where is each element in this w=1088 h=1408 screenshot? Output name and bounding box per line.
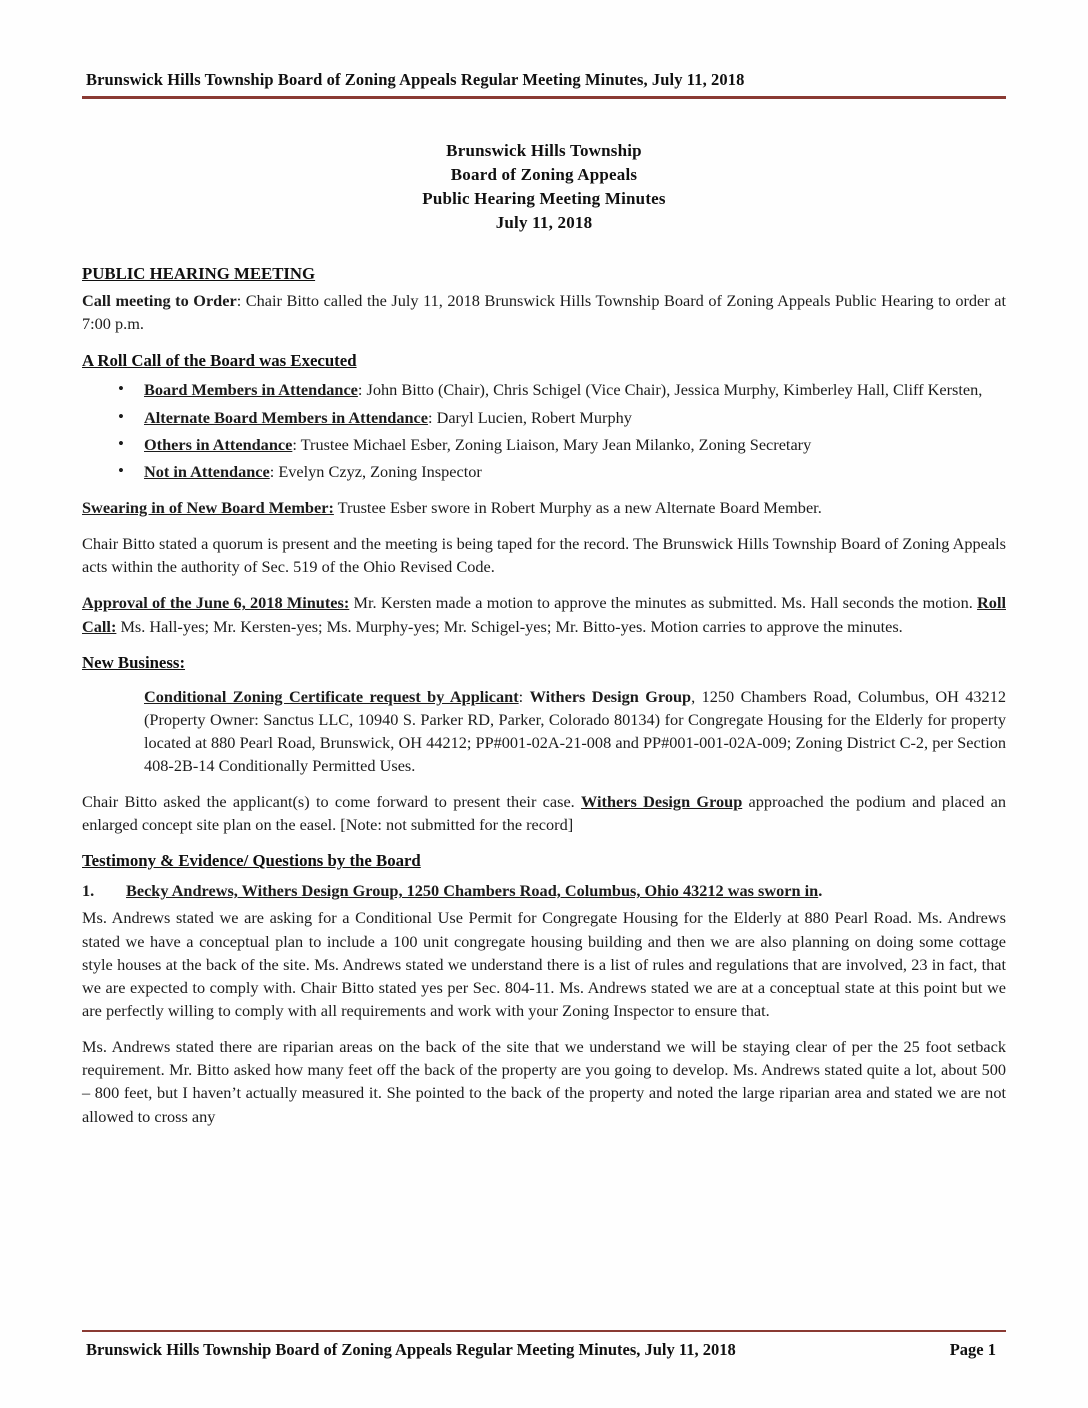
bullet-text-alternate-members: : Daryl Lucien, Robert Murphy	[427, 407, 632, 427]
bullet-text-others: : Trustee Michael Esber, Zoning Liaison, Mary Jean Milanko, Zoning Secretary	[292, 434, 812, 454]
title-line-1: Brunswick Hills Township	[446, 141, 642, 160]
bullet-label-not-in-attendance: Not in Attendance	[144, 461, 270, 481]
paragraph-swearing-in	[82, 496, 1006, 519]
approval-text-2: Ms. Hall-yes; Mr. Kersten-yes; Ms. Murphy-yes; Mr. Schigel-yes; Mr. Bitto-yes. Motion carries to approve the minutes.	[116, 616, 903, 636]
approval-label: Approval of the June 6, 2018 Minutes:	[82, 593, 350, 613]
roll-call-heading-text: A Roll Call of the Board was Executed	[82, 350, 357, 370]
title-line-3: Public Hearing Meeting Minutes	[422, 189, 666, 209]
footer-rule	[82, 1330, 1006, 1332]
bullet-text-board-members: : John Bitto (Chair), Chris Schigel (Vice Chair), Jessica Murphy, Kimberley Hall, Cliff Kersten,	[357, 380, 983, 400]
running-header-text: Brunswick Hills Township Board of Zoning Appeals Regular Meeting Minutes, July 11, 2018	[86, 70, 745, 89]
paragraph-quorum: Chair Bitto stated a quorum is present and the meeting is being taped for the record. The Brunswick Hills Township Board of Zoning Appeals acts within the authority of Sec. 519 of the Ohio Revised Code.	[82, 534, 1006, 577]
attendance-list	[82, 378, 1006, 483]
approach-text-1: Chair Bitto asked the applicant(s) to come forward to present their case.	[82, 792, 582, 812]
section-heading-public-hearing: PUBLIC HEARING MEETING	[82, 263, 316, 283]
bullet-label-alternate-members: Alternate Board Members in Attendance	[144, 407, 428, 427]
paragraph-conditional-request	[144, 685, 1006, 778]
conditional-request-text: , 1250 Chambers Road, Columbus, OH 43212 (Property Owner: Sanctus LLC, 10940 S. Parker RD, Parker, Colorado 80134) for Congregate Housing for the Elderly for property located at 880 Pearl Road, Brunswick, OH 44212; PP#001-02A-21-008 and PP#001-001-02A-009; Zoning District C-2, per Section 408-2B-14 Conditionally Permitted Uses.	[144, 686, 1006, 775]
list-item	[82, 433, 1006, 456]
conditional-request-label: Conditional Zoning Certificate request by Applicant	[144, 686, 519, 706]
title-line-2: Board of Zoning Appeals	[450, 165, 638, 185]
paragraph-approval-minutes	[82, 591, 1006, 637]
bullet-text-not-in-attendance: : Evelyn Czyz, Zoning Inspector	[269, 461, 482, 481]
conditional-colon: :	[518, 686, 530, 706]
footer-page-number: Page 1	[949, 1340, 996, 1359]
testimony-item-text: Becky Andrews, Withers Design Group, 1250 Chambers Road, Columbus, Ohio 43212 was sworn in	[126, 881, 819, 901]
section-heading-testimony	[82, 849, 1006, 873]
testimony-item-number: 1.	[82, 881, 95, 901]
document-title-block	[82, 139, 1006, 236]
paragraph-applicant-approach	[82, 790, 1006, 836]
applicant-name: Withers Design Group	[529, 686, 692, 706]
footer-text: Brunswick Hills Township Board of Zoning Appeals Regular Meeting Minutes, July 11, 2018	[86, 1340, 736, 1359]
section-heading-new-business	[82, 651, 1006, 675]
paragraph-call-to-order	[82, 289, 1006, 335]
testimony-heading-text: Testimony & Evidence/ Questions by the Board	[82, 851, 421, 871]
list-item	[82, 378, 1006, 401]
swearing-in-text: Trustee Esber swore in Robert Murphy as a new Alternate Board Member.	[333, 498, 822, 518]
approval-text-1: Mr. Kersten made a motion to approve the minutes as submitted. Ms. Hall seconds the motion.	[349, 593, 978, 613]
document-body	[82, 262, 1006, 1128]
title-line-4: July 11, 2018	[495, 213, 593, 233]
testimony-item-period: .	[818, 881, 823, 901]
approach-applicant-name: Withers Design Group	[581, 792, 743, 812]
list-item	[82, 460, 1006, 483]
new-business-heading-text: New Business:	[82, 652, 186, 672]
running-header	[82, 70, 1006, 99]
section-heading-roll-call	[82, 349, 1006, 373]
swearing-in-label: Swearing in of New Board Member:	[82, 498, 334, 518]
header-rule	[82, 96, 1006, 99]
approach-text-2: approached the podium and placed an enlarged concept site plan on the easel. [Note: not submitted for the record]	[82, 792, 1007, 835]
testimony-item-1	[82, 879, 1006, 902]
page-footer	[82, 1324, 1006, 1360]
bullet-label-others: Others in Attendance	[144, 434, 293, 454]
call-to-order-text: : Chair Bitto called the July 11, 2018 Brunswick Hills Township Board of Zoning Appeals Public Hearing to order at 7:00 p.m.	[82, 291, 1006, 334]
call-to-order-label: Call meeting to Order	[82, 291, 237, 311]
paragraph-andrews-1: Ms. Andrews stated we are asking for a Conditional Use Permit for Congregate Housing for the Elderly at 880 Pearl Road. Ms. Andrews stated we have a conceptual plan to include a 100 unit congregate housing building and then we are also planning on doing some cottage style houses at the back of the site. Ms. Andrews stated we understand there is a list of rules and regulations that are involved, 23 in fact, that we are expected to comply with. Chair Bitto stated yes per Sec. 804-11. Ms. Andrews stated we are at a conceptual state at this point but we are perfectly willing to comply with all requirements and work with your Zoning Inspector to ensure that.	[82, 908, 1006, 1020]
bullet-label-board-members: Board Members in Attendance	[144, 380, 358, 400]
roll-call-label: Roll Call:	[82, 593, 1006, 636]
paragraph-andrews-2: Ms. Andrews stated there are riparian areas on the back of the site that we understand we will be staying clear of per the 25 foot setback requirement. Mr. Bitto asked how many feet off the back of the property are you going to develop. Ms. Andrews stated quite a lot, about 500 – 800 feet, but I haven’t actually measured it. She pointed to the back of the property and noted the large riparian area and stated we are not allowed to cross any	[82, 1037, 1006, 1126]
list-item	[82, 406, 1006, 429]
